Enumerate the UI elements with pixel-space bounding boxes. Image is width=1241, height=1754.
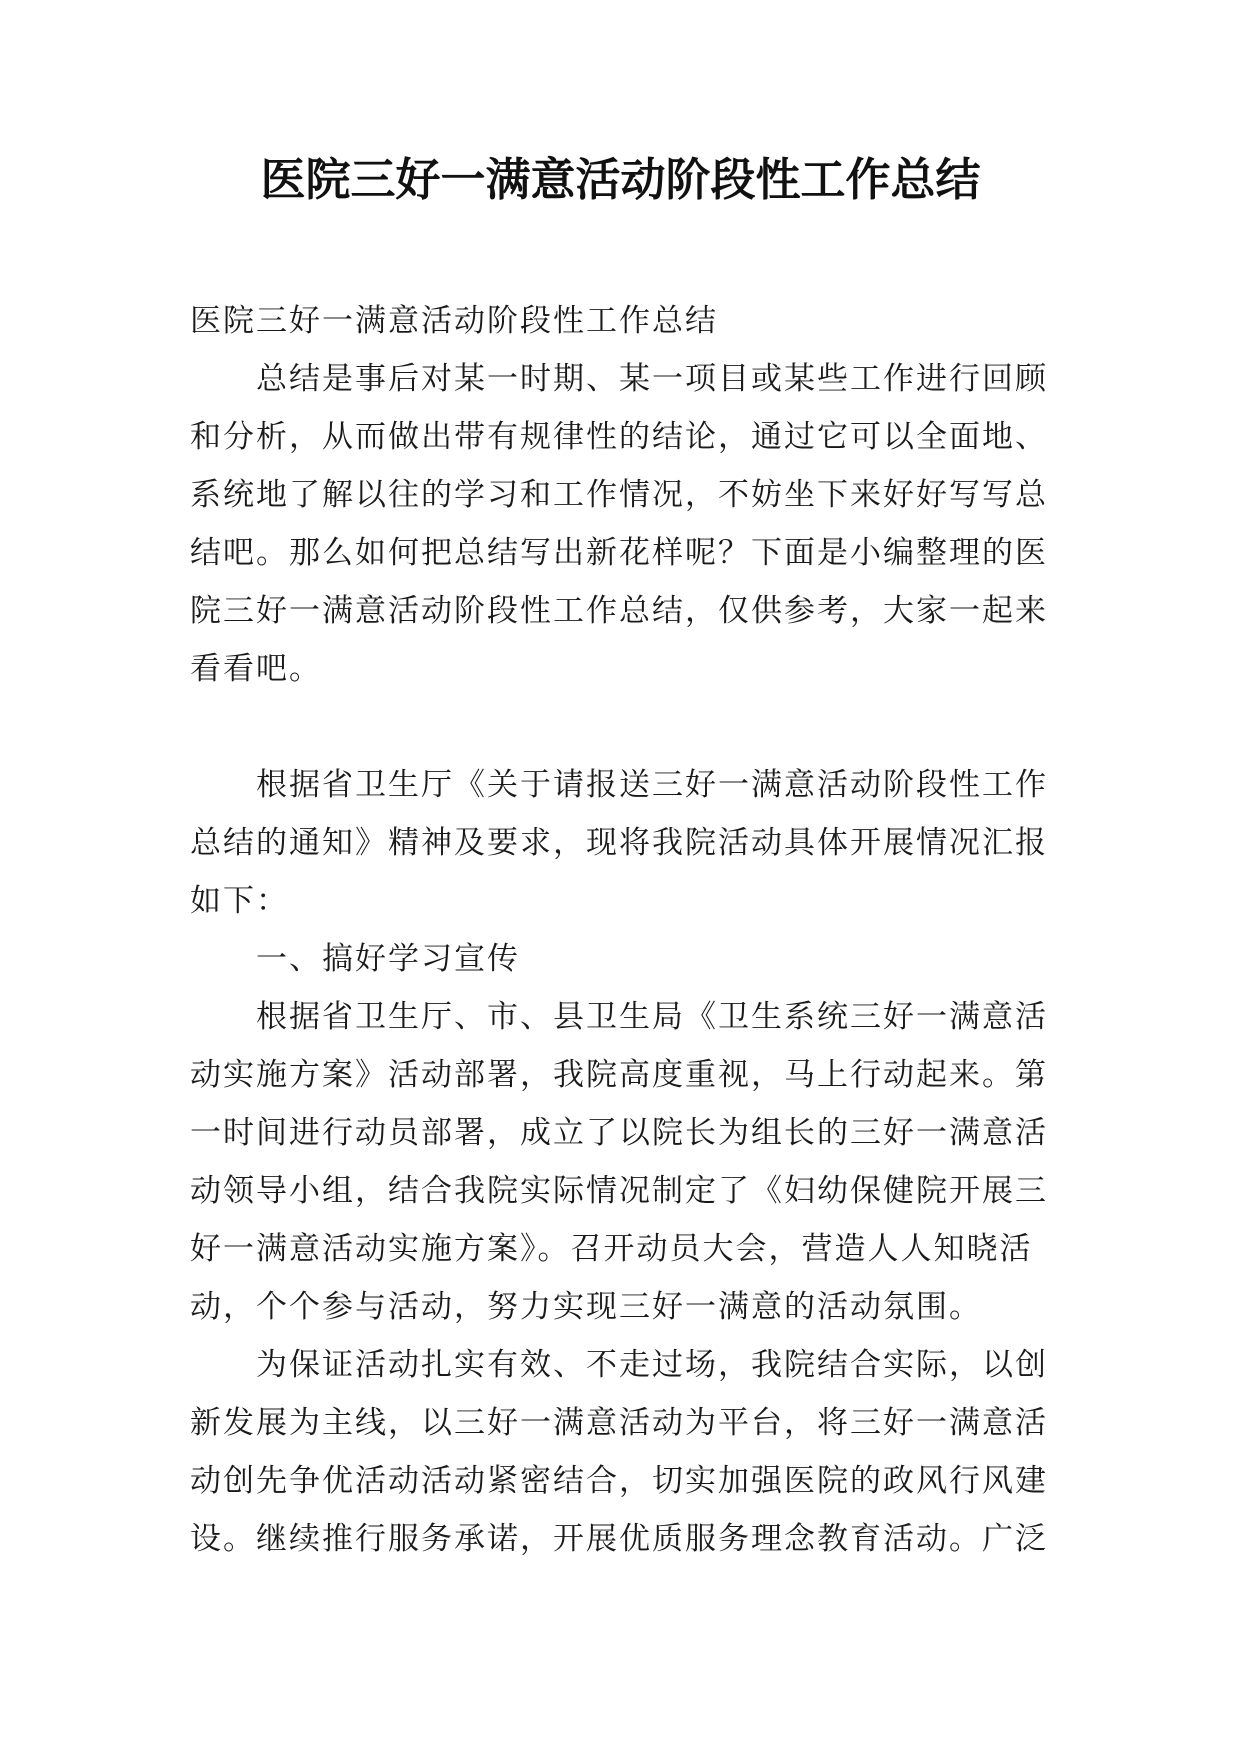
intro-line-4: 结吧。那么如何把总结写出新花样呢？下面是小编整理的医 — [190, 535, 1048, 571]
section-heading: 一、搞好学习宣传 — [190, 941, 520, 977]
intro-line-1: 总结是事后对某一时期、某一项目或某些工作进行回顾 — [190, 361, 1048, 397]
document-body — [190, 292, 1070, 1568]
intro-line-2: 和分析，从而做出带有规律性的结论，通过它可以全面地、 — [190, 419, 1048, 455]
intro-line-3: 系统地了解以往的学习和工作情况，不妨坐下来好好写写总 — [190, 477, 1048, 513]
body-line-2: 总结的通知》精神及要求，现将我院活动具体开展情况汇报 — [190, 825, 1048, 861]
body-line-4: 根据省卫生厅、市、县卫生局《卫生系统三好一满意活 — [190, 999, 1048, 1035]
body-line-11: 新发展为主线，以三好一满意活动为平台，将三好一满意活 — [190, 1405, 1048, 1441]
body-line-7: 动领导小组，结合我院实际情况制定了《妇幼保健院开展三 — [190, 1173, 1048, 1209]
subtitle-line: 医院三好一满意活动阶段性工作总结 — [190, 303, 718, 339]
body-line-5: 动实施方案》活动部署，我院高度重视，马上行动起来。第 — [190, 1057, 1048, 1093]
body-line-9: 动，个个参与活动，努力实现三好一满意的活动氛围。 — [190, 1289, 982, 1325]
body-line-1: 根据省卫生厅《关于请报送三好一满意活动阶段性工作 — [190, 767, 1048, 803]
body-line-13: 设。继续推行服务承诺，开展优质服务理念教育活动。广泛 — [190, 1521, 1048, 1557]
body-line-8: 好一满意活动实施方案》。召开动员大会，营造人人知晓活 — [190, 1231, 1033, 1267]
document-title: 医院三好一满意活动阶段性工作总结 — [260, 153, 981, 206]
paragraph-gap — [190, 698, 1070, 756]
intro-line-6: 看看吧。 — [190, 651, 322, 687]
intro-line-5: 院三好一满意活动阶段性工作总结，仅供参考，大家一起来 — [190, 593, 1048, 629]
body-line-10: 为保证活动扎实有效、不走过场，我院结合实际，以创 — [190, 1347, 1048, 1383]
body-line-3: 如下： — [190, 883, 289, 919]
body-line-6: 一时间进行动员部署，成立了以院长为组长的三好一满意活 — [190, 1115, 1048, 1151]
body-line-12: 动创先争优活动活动紧密结合，切实加强医院的政风行风建 — [190, 1463, 1048, 1499]
